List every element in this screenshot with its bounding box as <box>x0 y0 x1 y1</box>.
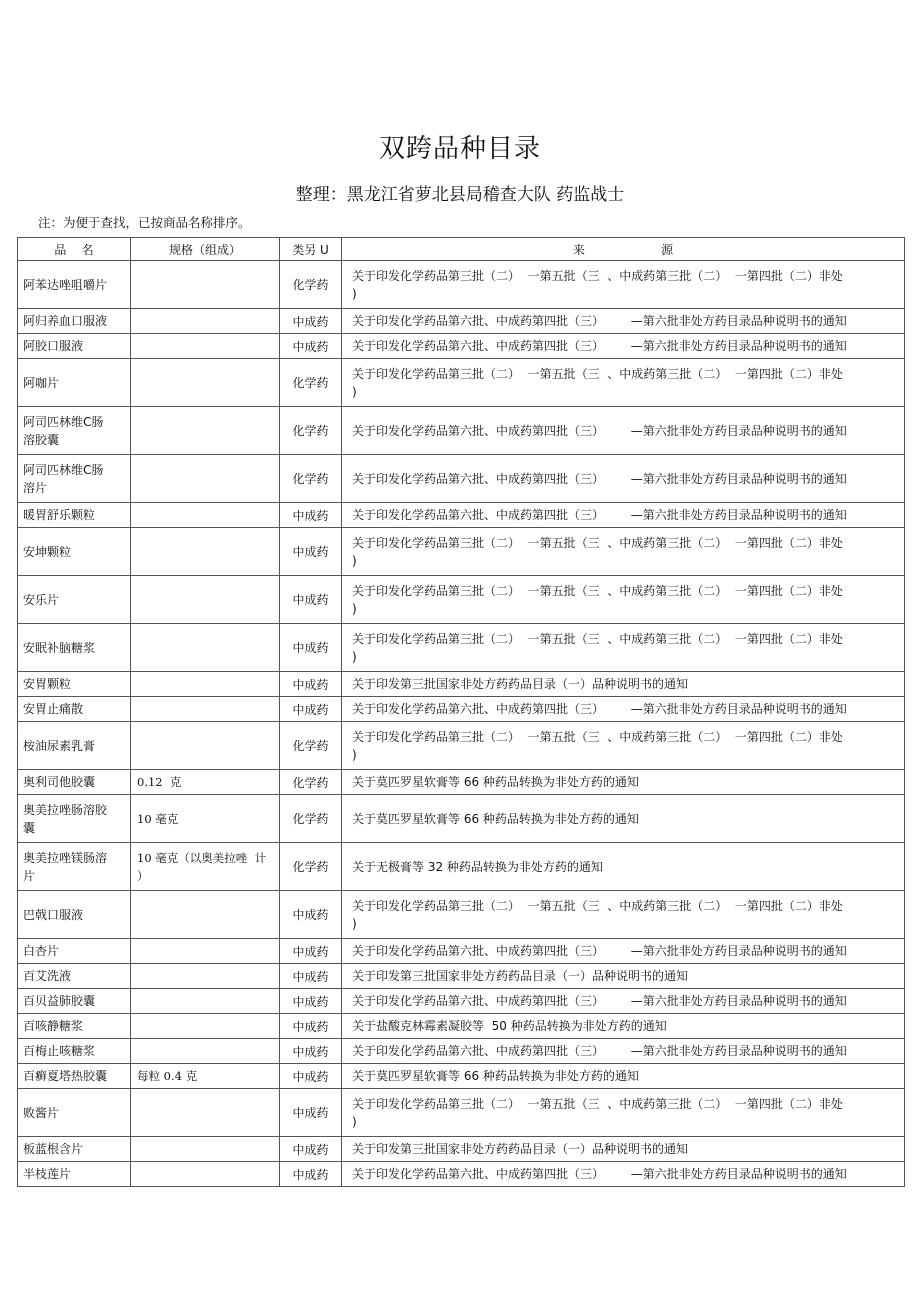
table-row <box>18 1089 905 1137</box>
cell-spec <box>131 672 280 697</box>
table-row <box>18 1014 905 1039</box>
cell-name: 百贝益肺胶囊 <box>18 989 131 1014</box>
cell-name: 半枝莲片 <box>18 1162 131 1187</box>
table-row <box>18 722 905 770</box>
table-row <box>18 503 905 528</box>
table-row <box>18 891 905 939</box>
table-row <box>18 455 905 503</box>
cell-category: 化学药 <box>280 795 342 843</box>
cell-source: 关于印发化学药品第六批、中成药第四批（三） —第六批非处方药目录品种说明书的通知 <box>342 989 905 1014</box>
sort-note: 注：为便于查找，已按商品名称排序。 <box>38 215 251 230</box>
cell-source: 关于印发化学药品第三批（二） 一第五批（三 、中成药第三批（二） 一第四批（二）非处 ) <box>342 261 905 309</box>
cell-source: 关于印发第三批国家非处方药药品目录（一）品种说明书的通知 <box>342 1137 905 1162</box>
cell-name: 奥利司他胶囊 <box>18 770 131 795</box>
cell-spec <box>131 964 280 989</box>
cell-source: 关于印发化学药品第三批（二） 一第五批（三 、中成药第三批（二） 一第四批（二）非处 ) <box>342 624 905 672</box>
cell-source: 关于印发化学药品第六批、中成药第四批（三） —第六批非处方药目录品种说明书的通知 <box>342 1039 905 1064</box>
cell-spec <box>131 261 280 309</box>
cell-category: 化学药 <box>280 722 342 770</box>
cell-category: 中成药 <box>280 503 342 528</box>
cell-name: 板蓝根含片 <box>18 1137 131 1162</box>
cell-name: 百艾洗液 <box>18 964 131 989</box>
cell-category: 中成药 <box>280 672 342 697</box>
cell-source: 关于印发化学药品第三批（二） 一第五批（三 、中成药第三批（二） 一第四批（二）非处 ) <box>342 1089 905 1137</box>
cell-name: 百癣夏塔热胶囊 <box>18 1064 131 1089</box>
table-row <box>18 672 905 697</box>
cell-category: 中成药 <box>280 939 342 964</box>
cell-spec: 10 毫克（以奥美拉唑 计 ） <box>131 843 280 891</box>
table-row <box>18 309 905 334</box>
table-row <box>18 939 905 964</box>
cell-source: 关于印发化学药品第六批、中成药第四批（三） —第六批非处方药目录品种说明书的通知 <box>342 309 905 334</box>
cell-source: 关于印发化学药品第三批（二） 一第五批（三 、中成药第三批（二） 一第四批（二）非处 ) <box>342 891 905 939</box>
cell-name: 阿苯达唑咀嚼片 <box>18 261 131 309</box>
cell-spec <box>131 1089 280 1137</box>
cell-spec <box>131 334 280 359</box>
header-source: 来 源 <box>342 238 905 261</box>
cell-category: 化学药 <box>280 261 342 309</box>
cell-name: 阿胶口服液 <box>18 334 131 359</box>
cell-spec <box>131 624 280 672</box>
cell-spec <box>131 697 280 722</box>
cell-category: 化学药 <box>280 455 342 503</box>
cell-source: 关于莫匹罗星软膏等 66 种药品转换为非处方药的通知 <box>342 795 905 843</box>
cell-source: 关于印发化学药品第六批、中成药第四批（三） —第六批非处方药目录品种说明书的通知 <box>342 1162 905 1187</box>
cell-spec <box>131 576 280 624</box>
header-spec: 规格（组成） <box>131 238 280 261</box>
document-title: 双跨品种目录 <box>378 134 541 164</box>
cell-name: 阿司匹林维C肠 溶片 <box>18 455 131 503</box>
cell-spec <box>131 528 280 576</box>
cell-source: 关于印发化学药品第六批、中成药第四批（三） —第六批非处方药目录品种说明书的通知 <box>342 503 905 528</box>
cell-name: 安胃颗粒 <box>18 672 131 697</box>
table-row <box>18 989 905 1014</box>
cell-name: 白杏片 <box>18 939 131 964</box>
cell-name: 桉油尿素乳膏 <box>18 722 131 770</box>
cell-source: 关于印发化学药品第三批（二） 一第五批（三 、中成药第三批（二） 一第四批（二）非处 ) <box>342 576 905 624</box>
cell-spec <box>131 309 280 334</box>
cell-category: 中成药 <box>280 697 342 722</box>
cell-spec <box>131 891 280 939</box>
cell-source: 关于印发化学药品第六批、中成药第四批（三） —第六批非处方药目录品种说明书的通知 <box>342 455 905 503</box>
cell-spec: 0.12 克 <box>131 770 280 795</box>
cell-category: 化学药 <box>280 843 342 891</box>
table-row <box>18 576 905 624</box>
cell-spec: 每粒 0.4 克 <box>131 1064 280 1089</box>
table-row <box>18 261 905 309</box>
document-subtitle: 整理：黑龙江省萝北县局稽查大队 药监战士 <box>295 185 625 205</box>
cell-spec <box>131 1039 280 1064</box>
cell-source: 关于印发第三批国家非处方药药品目录（一）品种说明书的通知 <box>342 964 905 989</box>
cell-spec: 10 毫克 <box>131 795 280 843</box>
table-row <box>18 697 905 722</box>
cell-category: 化学药 <box>280 770 342 795</box>
cell-name: 奥美拉唑肠溶胶 囊 <box>18 795 131 843</box>
cell-category: 中成药 <box>280 964 342 989</box>
header-category: 类另 U <box>280 238 342 261</box>
cell-category: 中成药 <box>280 576 342 624</box>
cell-source: 关于印发第三批国家非处方药药品目录（一）品种说明书的通知 <box>342 672 905 697</box>
table-row <box>18 334 905 359</box>
cell-source: 关于印发化学药品第三批（二） 一第五批（三 、中成药第三批（二） 一第四批（二）非处 ) <box>342 359 905 407</box>
table-header-row <box>18 238 905 261</box>
cell-source: 关于印发化学药品第六批、中成药第四批（三） —第六批非处方药目录品种说明书的通知 <box>342 334 905 359</box>
cell-name: 百咳静糖浆 <box>18 1014 131 1039</box>
cell-name: 安眠补脑糖浆 <box>18 624 131 672</box>
table-row <box>18 1039 905 1064</box>
cell-category: 中成药 <box>280 1064 342 1089</box>
cell-spec <box>131 503 280 528</box>
cell-name: 阿咖片 <box>18 359 131 407</box>
cell-spec <box>131 1162 280 1187</box>
cell-source: 关于印发化学药品第六批、中成药第四批（三） —第六批非处方药目录品种说明书的通知 <box>342 407 905 455</box>
table-row <box>18 770 905 795</box>
cell-source: 关于莫匹罗星软膏等 66 种药品转换为非处方药的通知 <box>342 770 905 795</box>
cell-name: 奥美拉唑镁肠溶 片 <box>18 843 131 891</box>
table-row <box>18 843 905 891</box>
cell-source: 关于印发化学药品第三批（二） 一第五批（三 、中成药第三批（二） 一第四批（二）非处 ) <box>342 528 905 576</box>
cell-category: 中成药 <box>280 1039 342 1064</box>
cell-source: 关于印发化学药品第六批、中成药第四批（三） —第六批非处方药目录品种说明书的通知 <box>342 939 905 964</box>
cell-name: 安坤颗粒 <box>18 528 131 576</box>
table-row <box>18 1137 905 1162</box>
cell-spec <box>131 989 280 1014</box>
table-row <box>18 964 905 989</box>
table-row <box>18 1064 905 1089</box>
table-row <box>18 528 905 576</box>
cell-source: 关于印发化学药品第六批、中成药第四批（三） —第六批非处方药目录品种说明书的通知 <box>342 697 905 722</box>
cell-name: 安胃止痛散 <box>18 697 131 722</box>
cell-category: 中成药 <box>280 624 342 672</box>
header-name: 品 名 <box>18 238 131 261</box>
table-row <box>18 407 905 455</box>
cell-name: 阿归养血口服液 <box>18 309 131 334</box>
table-row <box>18 795 905 843</box>
cell-category: 中成药 <box>280 891 342 939</box>
cell-name: 百梅止咳糖浆 <box>18 1039 131 1064</box>
cell-name: 阿司匹林维C肠 溶胶囊 <box>18 407 131 455</box>
cell-spec <box>131 455 280 503</box>
table-row <box>18 1162 905 1187</box>
cell-spec <box>131 722 280 770</box>
cell-spec <box>131 1014 280 1039</box>
table-row <box>18 624 905 672</box>
cell-category: 中成药 <box>280 309 342 334</box>
cell-category: 中成药 <box>280 989 342 1014</box>
cell-spec <box>131 407 280 455</box>
cell-source: 关于盐酸克林霉素凝胶等 50 种药品转换为非处方药的通知 <box>342 1014 905 1039</box>
cell-category: 化学药 <box>280 359 342 407</box>
cell-name: 暖胃舒乐颗粒 <box>18 503 131 528</box>
cell-category: 中成药 <box>280 1162 342 1187</box>
cell-spec <box>131 359 280 407</box>
cell-spec <box>131 1137 280 1162</box>
drug-catalog-table <box>17 237 905 1187</box>
table-row <box>18 359 905 407</box>
cell-source: 关于印发化学药品第三批（二） 一第五批（三 、中成药第三批（二） 一第四批（二）非处 ) <box>342 722 905 770</box>
cell-name: 巴戟口服液 <box>18 891 131 939</box>
cell-category: 中成药 <box>280 1137 342 1162</box>
cell-name: 败酱片 <box>18 1089 131 1137</box>
cell-category: 中成药 <box>280 1089 342 1137</box>
cell-category: 化学药 <box>280 407 342 455</box>
cell-source: 关于无极膏等 32 种药品转换为非处方药的通知 <box>342 843 905 891</box>
cell-source: 关于莫匹罗星软膏等 66 种药品转换为非处方药的通知 <box>342 1064 905 1089</box>
cell-category: 中成药 <box>280 528 342 576</box>
cell-name: 安乐片 <box>18 576 131 624</box>
cell-category: 中成药 <box>280 1014 342 1039</box>
cell-category: 中成药 <box>280 334 342 359</box>
cell-spec <box>131 939 280 964</box>
